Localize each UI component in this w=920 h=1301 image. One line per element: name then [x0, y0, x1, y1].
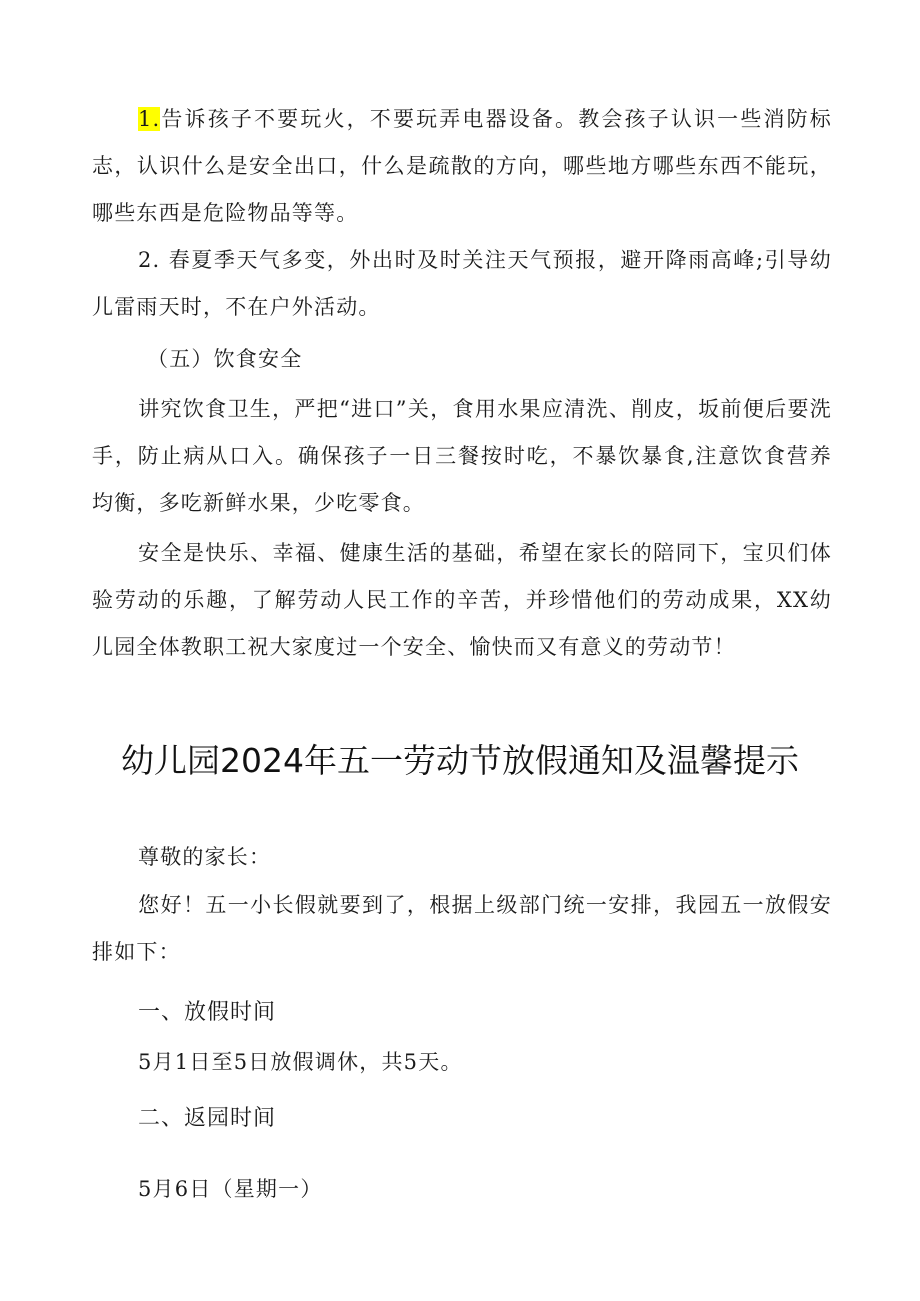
item-number-highlight: 1. — [138, 107, 161, 131]
return-time-text: 5月6日（星期一） — [138, 1177, 323, 1201]
item-1-text: 告诉孩子不要玩火，不要玩弄电器设备。教会孩子认识一些消防标志，认识什么是安全出口，什么是疏散的方向，哪些地方哪些东西不能玩，哪些东西是危险物品等等。 — [92, 107, 832, 225]
notice-title: 幼儿园2024年五一劳动节放假通知及温馨提示 — [121, 741, 799, 780]
safety-item-2 — [92, 237, 832, 331]
heading-return-time: 二、返园时间 — [138, 1106, 277, 1131]
holiday-time-text: 5月1日至5日放假调休，共5天。 — [138, 1050, 463, 1074]
closing-paragraph — [92, 530, 832, 671]
intro-paragraph — [92, 882, 832, 976]
food-safety-text: 讲究饮食卫生，严把“进口”关，食用水果应清洗、削皮，坂前便后要洗手，防止病从口入。确保孩子一日三餐按时吃，不暴饮暴食,注意饮食营养均衡，多吃新鲜水果，少吃零食。 — [92, 397, 832, 515]
closing-text: 安全是快乐、幸福、健康生活的基础，希望在家长的陪同下，宝贝们体验劳动的乐趣，了解劳动人民工作的辛苦，并珍惜他们的劳动成果，XX幼儿园全体教职工祝大家度过一个安全、愉快而又有意义的劳动节！ — [92, 541, 832, 659]
safety-item-1 — [92, 96, 832, 237]
intro-text: 您好！五一小长假就要到了，根据上级部门统一安排，我园五一放假安排如下： — [92, 893, 832, 964]
food-safety-paragraph — [92, 386, 832, 527]
salutation: 尊敬的家长： — [138, 845, 272, 869]
sub-heading-food-safety: （五）饮食安全 — [147, 347, 303, 371]
heading-holiday-time: 一、放假时间 — [138, 1000, 277, 1025]
item-2-text: 2. 春夏季天气多变，外出时及时关注天气预报，避开降雨高峰;引导幼儿雷雨天时，不在户外活动。 — [92, 248, 832, 319]
